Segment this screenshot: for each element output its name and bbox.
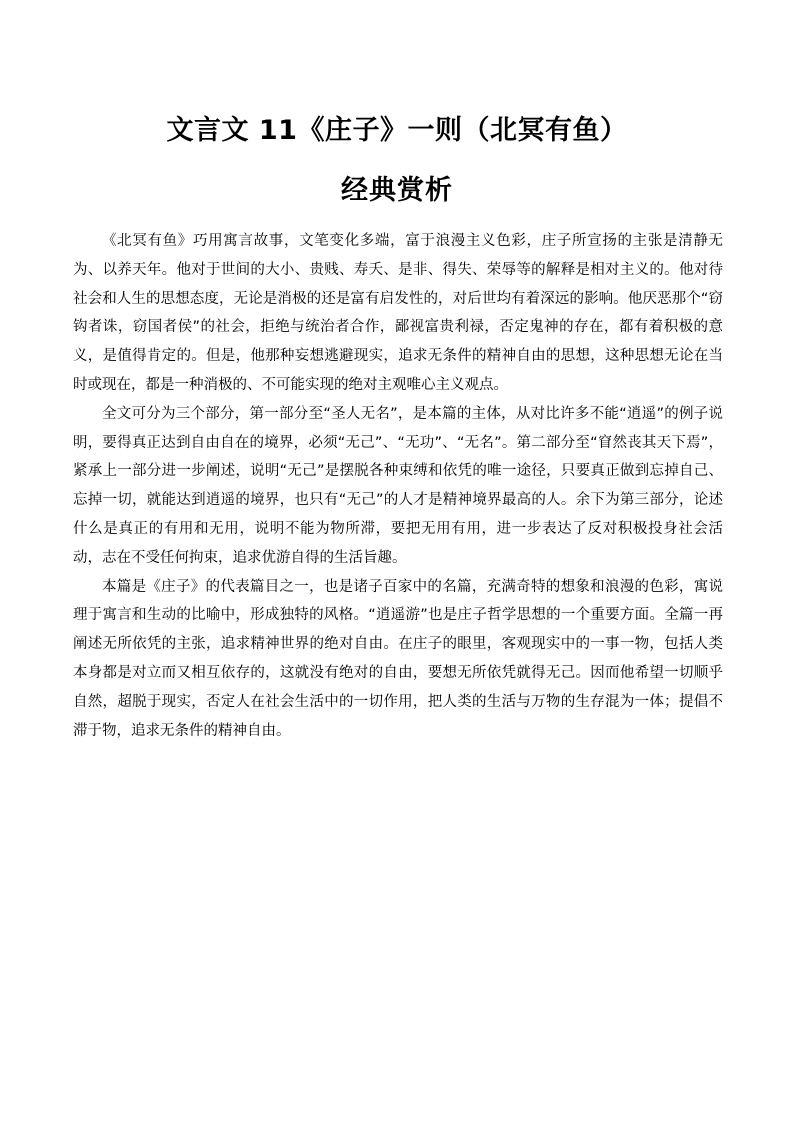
section-heading: 经典赏析 (341, 175, 453, 206)
paragraph-1: 《北冥有鱼》巧用寓言故事，文笔变化多端，富于浪漫主义色彩，庄子所宣扬的主张是清静无为、以养天年。他对于世间的大小、贵贱、寿夭、是非、得失、荣辱等的解释是相对主义的。他对待社会和人生的思想态度，无论是消极的还是富有启发性的，对后世均有着深远的影响。他厌恶那个“窃钩者诛，窃国者侯”的社会，拒绝与统治者合作，鄙视富贵利禄，否定鬼神的存在，都有着积极的意义，是值得肯定的。但是，他那种妄想逃避现实，追求无条件的精神自由的思想，这种思想无论在当时或现在，都是一种消极的、不可能实现的绝对主观唯心主义观点。 (73, 233, 723, 393)
paragraph-2: 全文可分为三个部分，第一部分至“圣人无名”，是本篇的主体，从对比许多不能“逍遥”的例子说明，要得真正达到自由自在的境界，必须“无己”、“无功”、“无名”。第二部分至“窅然丧其天下焉”，紧承上一部分进一步阐述，说明“无己”是摆脱各种束缚和依凭的唯一途径，只要真正做到忘掉自己、忘掉一切，就能达到逍遥的境界，也只有“无己”的人才是精神境界最高的人。余下为第三部分，论述什么是真正的有用和无用，说明不能为物所滞，要把无用有用，进一步表达了反对积极投身社会活动，志在不受任何拘束，追求优游自得的生活旨趣。 (73, 405, 723, 566)
body-text (73, 227, 723, 745)
page-title: 文言文 11《庄子》一则（北冥有鱼） (166, 115, 628, 146)
paragraph-3: 本篇是《庄子》的代表篇目之一，也是诸子百家中的名篇，充满奇特的想象和浪漫的色彩，寓说理于寓言和生动的比喻中，形成独特的风格。“逍遥游”也是庄子哲学思想的一个重要方面。全篇一再阐述无所依凭的主张，追求精神世界的绝对自由。在庄子的眼里，客观现实中的一事一物，包括人类本身都是对立而又相互依存的，这就没有绝对的自由，要想无所依凭就得无己。因而他希望一切顺乎自然，超脱于现实，否定人在社会生活中的一切作用，把人类的生活与万物的生存混为一体；提倡不滞于物，追求无条件的精神自由。 (73, 578, 723, 739)
